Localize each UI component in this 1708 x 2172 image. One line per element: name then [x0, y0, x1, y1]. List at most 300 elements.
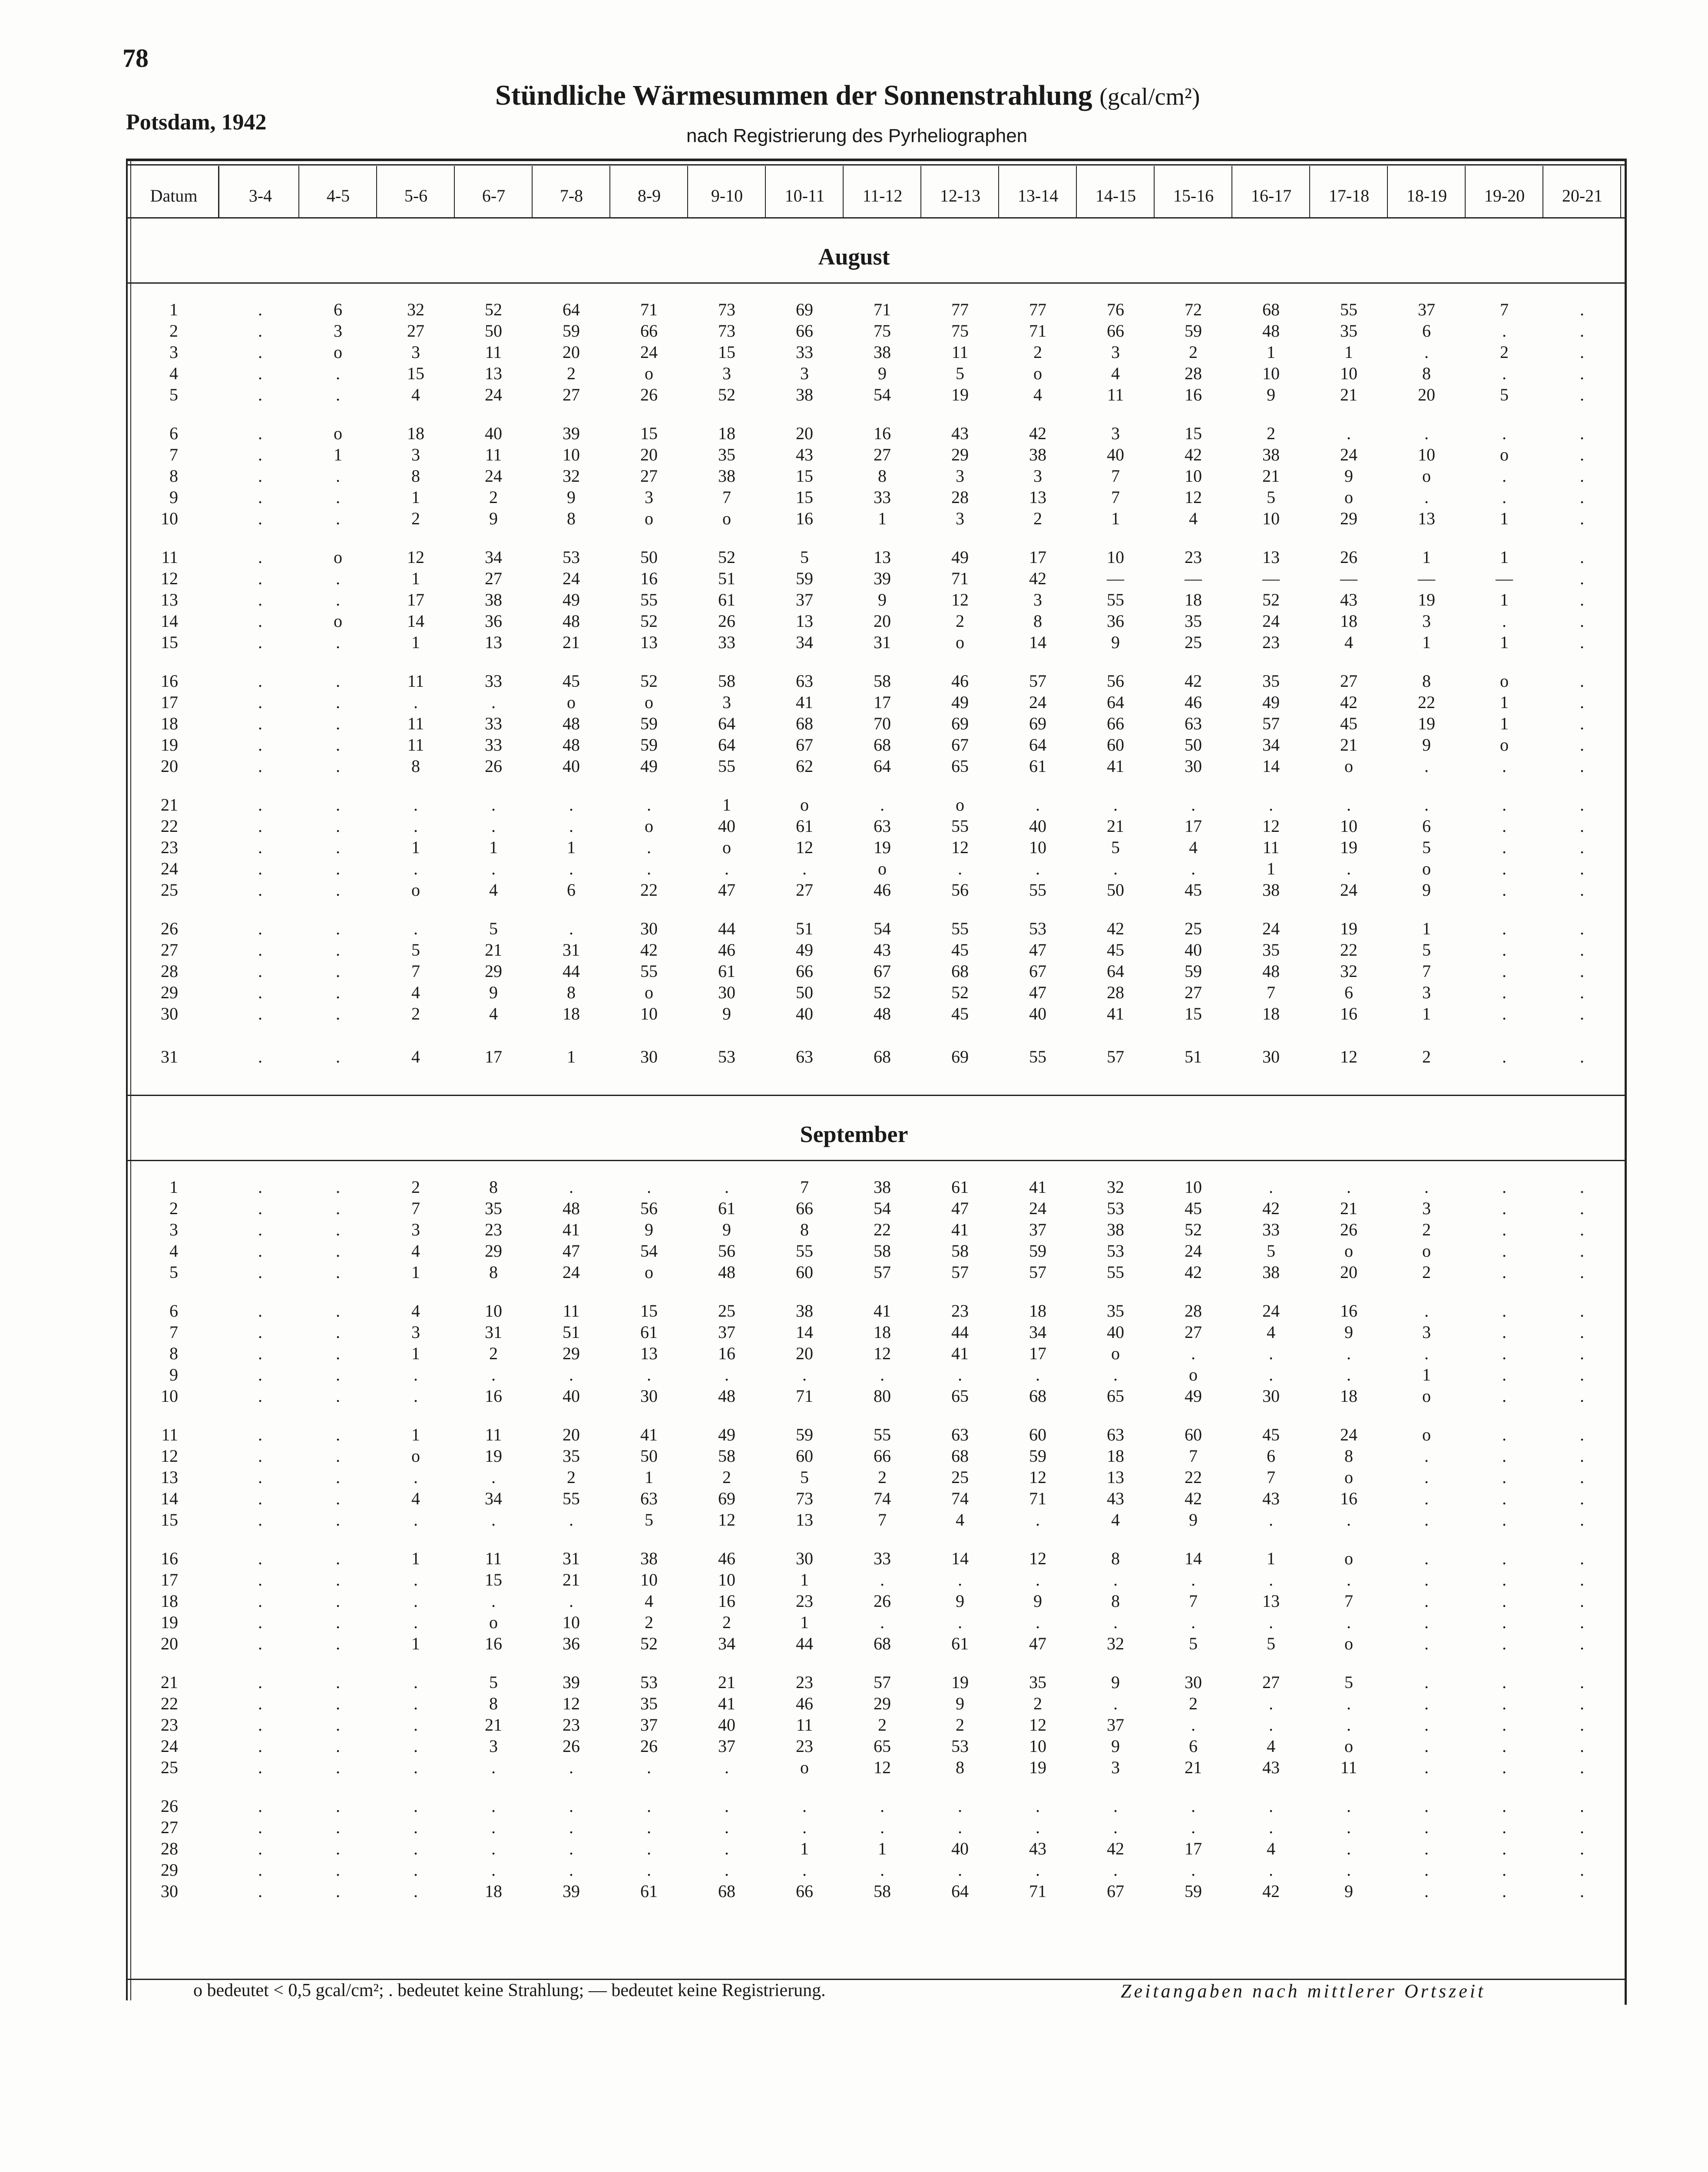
table-cell: .: [569, 1839, 573, 1858]
table-cell: 44: [563, 961, 580, 981]
table-cell: 4: [1267, 1839, 1275, 1858]
table-cell: .: [802, 1796, 807, 1816]
table-cell: .: [1502, 940, 1506, 960]
table-cell: 8: [489, 1177, 498, 1197]
table-cell: 29: [563, 1344, 580, 1363]
table-cell: 16: [718, 1591, 735, 1611]
table-cell: 9: [1111, 632, 1120, 652]
table-cell: 7: [722, 487, 731, 507]
table-cell: 63: [1185, 714, 1202, 733]
table-cell: 47: [563, 1241, 580, 1261]
day-number: 22: [161, 816, 178, 836]
table-cell: .: [1502, 838, 1506, 857]
table-cell: 9: [1344, 1881, 1353, 1901]
table-cell: 2: [1422, 1220, 1431, 1239]
table-cell: .: [1580, 1881, 1584, 1901]
table-cell: .: [1424, 1881, 1429, 1901]
table-cell: .: [1502, 1881, 1506, 1901]
table-cell: 57: [951, 1262, 969, 1282]
table-cell: 57: [1029, 671, 1046, 691]
table-cell: 20: [563, 342, 580, 362]
table-cell: .: [258, 1262, 262, 1282]
table-cell: .: [491, 1467, 496, 1487]
table-cell: .: [1502, 1672, 1506, 1692]
table-cell: 15: [718, 342, 735, 362]
table-cell: .: [725, 1860, 729, 1880]
table-cell: o: [334, 611, 342, 631]
table-cell: .: [336, 1301, 340, 1321]
table-cell: 3: [411, 445, 420, 464]
table-top-rule: [126, 159, 1625, 161]
table-cell: .: [336, 1386, 340, 1406]
table-cell: .: [880, 1612, 884, 1632]
table-cell: 56: [640, 1199, 658, 1218]
table-cell: 20: [874, 611, 891, 631]
table-cell: 50: [1107, 880, 1124, 900]
table-cell: 56: [718, 1241, 735, 1261]
table-cell: 13: [874, 547, 891, 567]
table-cell: 4: [1111, 1510, 1120, 1530]
table-cell: o: [334, 547, 342, 567]
table-cell: 58: [874, 1241, 891, 1261]
table-cell: .: [258, 1612, 262, 1632]
table-cell: .: [1347, 1570, 1351, 1589]
day-number: 10: [161, 509, 178, 528]
table-cell: .: [1036, 1612, 1040, 1632]
table-cell: 21: [1185, 1758, 1202, 1777]
table-cell: 27: [796, 880, 813, 900]
table-cell: 8: [878, 466, 887, 486]
table-cell: 15: [640, 424, 658, 443]
table-cell: .: [1502, 487, 1506, 507]
table-cell: 67: [1029, 961, 1046, 981]
table-cell: 9: [956, 1591, 964, 1611]
table-cell: .: [1502, 424, 1506, 443]
table-cell: 38: [1262, 445, 1280, 464]
table-cell: 66: [796, 1881, 813, 1901]
table-cell: .: [1502, 1220, 1506, 1239]
table-cell: 53: [640, 1672, 658, 1692]
table-cell: .: [258, 611, 262, 631]
table-cell: 50: [640, 547, 658, 567]
table-cell: 73: [718, 321, 735, 341]
table-cell: 6: [1189, 1736, 1198, 1756]
table-cell: 1: [1267, 859, 1275, 878]
header-hour: 8-9: [637, 185, 661, 205]
table-cell: 68: [718, 1881, 735, 1901]
table-cell: 7: [1111, 466, 1120, 486]
table-cell: 18: [563, 1004, 580, 1023]
table-cell: o: [411, 880, 420, 900]
table-cell: 2: [567, 1467, 576, 1487]
day-number: 10: [161, 1386, 178, 1406]
table-cell: .: [491, 1796, 496, 1816]
table-cell: .: [725, 1839, 729, 1858]
table-cell: 17: [485, 1047, 502, 1066]
table-cell: .: [1502, 1322, 1506, 1342]
table-cell: 19: [874, 838, 891, 857]
table-cell: 38: [874, 342, 891, 362]
table-cell: .: [1424, 1634, 1429, 1653]
table-cell: 35: [1262, 940, 1280, 960]
table-cell: .: [1269, 1570, 1273, 1589]
table-cell: 4: [1267, 1736, 1275, 1756]
day-number: 21: [161, 795, 178, 814]
august-heading-rule: [126, 282, 1625, 284]
table-cell: 13: [796, 611, 813, 631]
table-cell: .: [1580, 1322, 1584, 1342]
table-cell: .: [491, 859, 496, 878]
table-cell: 21: [563, 1570, 580, 1589]
table-cell: 5: [956, 364, 964, 383]
table-cell: 23: [796, 1672, 813, 1692]
table-cell: 3: [1111, 1758, 1120, 1777]
table-cell: 42: [640, 940, 658, 960]
table-cell: 27: [1340, 671, 1357, 691]
header-hour: 5-6: [404, 185, 428, 205]
table-cell: 40: [1107, 1322, 1124, 1342]
table-cell: .: [336, 1467, 340, 1487]
table-cell: .: [1036, 859, 1040, 878]
table-cell: 16: [485, 1634, 502, 1653]
table-cell: 64: [1107, 692, 1124, 712]
day-number: 30: [161, 1004, 178, 1023]
table-cell: 57: [1107, 1047, 1124, 1066]
table-cell: 11: [485, 1549, 502, 1568]
table-cell: 8: [411, 466, 420, 486]
table-cell: 38: [485, 590, 502, 609]
table-cell: .: [1502, 1634, 1506, 1653]
table-cell: 60: [796, 1446, 813, 1466]
table-cell: 43: [1262, 1758, 1280, 1777]
table-cell: 68: [874, 1047, 891, 1066]
table-cell: .: [491, 1758, 496, 1777]
table-cell: .: [1580, 445, 1584, 464]
table-cell: 69: [1029, 714, 1046, 733]
table-cell: 15: [1185, 424, 1202, 443]
table-cell: .: [1580, 671, 1584, 691]
table-cell: 1: [1267, 342, 1275, 362]
table-cell: 5: [1267, 1241, 1275, 1261]
table-cell: o: [956, 795, 964, 814]
table-cell: 52: [640, 671, 658, 691]
table-cell: 68: [951, 961, 969, 981]
table-cell: .: [1580, 300, 1584, 319]
table-cell: 72: [1185, 300, 1202, 319]
table-cell: 8: [1422, 671, 1431, 691]
table-cell: .: [491, 1839, 496, 1858]
day-number: 26: [161, 1796, 178, 1816]
table-cell: 3: [1033, 466, 1042, 486]
table-cell: 1: [411, 487, 420, 507]
table-cell: 1: [567, 838, 576, 857]
table-cell: 14: [796, 1322, 813, 1342]
day-number: 20: [161, 756, 178, 776]
table-cell: .: [725, 1758, 729, 1777]
table-cell: 11: [407, 735, 424, 755]
table-cell: 53: [1107, 1199, 1124, 1218]
table-cell: 69: [718, 1489, 735, 1508]
day-number: 19: [161, 1612, 178, 1632]
table-cell: .: [1502, 1301, 1506, 1321]
table-cell: 1: [411, 838, 420, 857]
table-cell: 22: [1185, 1467, 1202, 1487]
table-cell: 9: [878, 590, 887, 609]
table-cell: 49: [951, 547, 969, 567]
table-cell: 12: [407, 547, 424, 567]
table-cell: .: [1580, 466, 1584, 486]
table-cell: 1: [411, 632, 420, 652]
table-cell: .: [1502, 816, 1506, 836]
table-cell: 12: [1262, 816, 1280, 836]
table-cell: 15: [796, 487, 813, 507]
table-cell: 42: [1185, 445, 1202, 464]
table-cell: 18: [718, 424, 735, 443]
table-cell: 48: [1262, 321, 1280, 341]
table-cell: .: [1424, 1612, 1429, 1632]
table-cell: 68: [1029, 1386, 1046, 1406]
table-cell: .: [1347, 1818, 1351, 1837]
table-cell: 4: [1033, 385, 1042, 404]
table-cell: 59: [1029, 1241, 1046, 1261]
table-cell: 24: [1029, 1199, 1046, 1218]
table-cell: 59: [1185, 321, 1202, 341]
table-cell: .: [880, 1818, 884, 1837]
table-cell: 58: [874, 671, 891, 691]
table-cell: 41: [951, 1220, 969, 1239]
table-cell: o: [1344, 1241, 1353, 1261]
table-cell: .: [258, 838, 262, 857]
table-cell: .: [725, 1818, 729, 1837]
table-cell: 46: [1185, 692, 1202, 712]
table-cell: .: [336, 940, 340, 960]
table-cell: 50: [1185, 735, 1202, 755]
table-cell: 59: [640, 714, 658, 733]
table-cell: o: [645, 1262, 653, 1282]
table-cell: .: [414, 1758, 418, 1777]
table-cell: .: [1502, 364, 1506, 383]
day-number: 29: [161, 983, 178, 1002]
table-cell: 55: [951, 816, 969, 836]
table-cell: 69: [796, 300, 813, 319]
table-cell: 4: [489, 880, 498, 900]
table-cell: .: [1580, 795, 1584, 814]
table-cell: 13: [1418, 509, 1435, 528]
table-cell: .: [258, 1839, 262, 1858]
table-cell: .: [491, 795, 496, 814]
table-cell: 31: [874, 632, 891, 652]
table-cell: .: [1424, 756, 1429, 776]
table-cell: .: [1580, 1467, 1584, 1487]
table-cell: .: [336, 838, 340, 857]
day-number: 13: [161, 590, 178, 609]
table-cell: 40: [563, 1386, 580, 1406]
table-cell: 45: [951, 940, 969, 960]
table-cell: 11: [1340, 1758, 1357, 1777]
day-number: 26: [161, 919, 178, 938]
table-cell: 51: [563, 1322, 580, 1342]
table-cell: 27: [563, 385, 580, 404]
table-cell: 29: [874, 1694, 891, 1713]
table-cell: .: [258, 1758, 262, 1777]
table-cell: .: [1269, 1365, 1273, 1384]
table-cell: 35: [1340, 321, 1357, 341]
table-cell: 26: [640, 385, 658, 404]
table-cell: 62: [796, 756, 813, 776]
header-hour: 20-21: [1562, 185, 1603, 205]
table-cell: 28: [951, 487, 969, 507]
table-cell: .: [1036, 1796, 1040, 1816]
table-cell: .: [1347, 1839, 1351, 1858]
table-cell: 5: [800, 547, 809, 567]
table-cell: 35: [1029, 1672, 1046, 1692]
table-cell: 22: [1418, 692, 1435, 712]
table-cell: 4: [1189, 509, 1198, 528]
table-cell: 7: [800, 1177, 809, 1197]
table-cell: 5: [1111, 838, 1120, 857]
table-cell: 4: [489, 1004, 498, 1023]
table-cell: 13: [1262, 547, 1280, 567]
day-number: 18: [161, 714, 178, 733]
table-cell: .: [1580, 961, 1584, 981]
table-cell: o: [1422, 1241, 1431, 1261]
table-cell: 42: [1185, 1489, 1202, 1508]
table-cell: o: [722, 838, 731, 857]
table-cell: 55: [640, 590, 658, 609]
table-cell: 10: [640, 1570, 658, 1589]
table-cell: 44: [796, 1634, 813, 1653]
table-cell: 9: [722, 1220, 731, 1239]
table-cell: 30: [718, 983, 735, 1002]
table-cell: 1: [1500, 547, 1509, 567]
table-cell: .: [1502, 1510, 1506, 1530]
table-cell: .: [336, 1220, 340, 1239]
table-cell: .: [1580, 919, 1584, 938]
table-cell: 56: [1107, 671, 1124, 691]
table-cell: 13: [796, 1510, 813, 1530]
table-cell: .: [336, 692, 340, 712]
table-cell: .: [1580, 342, 1584, 362]
table-cell: .: [569, 816, 573, 836]
table-cell: .: [336, 880, 340, 900]
table-cell: 45: [1185, 880, 1202, 900]
table-cell: .: [1269, 795, 1273, 814]
day-number: 5: [169, 385, 178, 404]
table-cell: 8: [1344, 1446, 1353, 1466]
table-cell: .: [1580, 1177, 1584, 1197]
table-cell: 26: [718, 611, 735, 631]
table-cell: 41: [640, 1425, 658, 1444]
table-cell: 47: [951, 1199, 969, 1218]
table-cell: .: [1580, 880, 1584, 900]
table-cell: 3: [956, 466, 964, 486]
day-number: 20: [161, 1634, 178, 1653]
table-cell: 4: [411, 1301, 420, 1321]
table-cell: 2: [411, 509, 420, 528]
table-cell: 5: [1267, 1634, 1275, 1653]
table-cell: 60: [796, 1262, 813, 1282]
table-cell: 12: [874, 1758, 891, 1777]
table-cell: .: [336, 385, 340, 404]
table-cell: .: [336, 1262, 340, 1282]
table-cell: .: [1502, 1004, 1506, 1023]
table-cell: .: [336, 919, 340, 938]
table-cell: 2: [1033, 342, 1042, 362]
table-cell: 66: [1107, 714, 1124, 733]
table-cell: 1: [800, 1570, 809, 1589]
table-cell: .: [958, 1818, 962, 1837]
table-cell: 2: [411, 1004, 420, 1023]
table-cell: .: [336, 1489, 340, 1508]
header-hour: 12-13: [940, 185, 981, 205]
table-cell: 5: [1422, 940, 1431, 960]
table-cell: 40: [563, 756, 580, 776]
table-cell: 14: [407, 611, 424, 631]
table-cell: 71: [874, 300, 891, 319]
table-cell: .: [1269, 1694, 1273, 1713]
table-cell: .: [336, 569, 340, 588]
table-cell: 55: [1107, 1262, 1124, 1282]
table-cell: .: [1502, 1570, 1506, 1589]
table-cell: .: [569, 1591, 573, 1611]
table-cell: 32: [563, 466, 580, 486]
table-cell: .: [336, 735, 340, 755]
table-cell: 55: [1340, 300, 1357, 319]
table-cell: 43: [796, 445, 813, 464]
table-cell: .: [1424, 487, 1429, 507]
table-cell: .: [1191, 795, 1195, 814]
table-cell: .: [414, 1839, 418, 1858]
day-number: 13: [161, 1467, 178, 1487]
table-cell: 55: [718, 756, 735, 776]
table-cell: 16: [718, 1344, 735, 1363]
table-cell: 4: [1111, 364, 1120, 383]
table-cell: .: [414, 1736, 418, 1756]
table-cell: 40: [1185, 940, 1202, 960]
table-cell: 27: [1185, 983, 1202, 1002]
table-cell: 33: [874, 1549, 891, 1568]
table-cell: .: [414, 1796, 418, 1816]
table-cell: .: [1269, 1510, 1273, 1530]
table-cell: 3: [645, 487, 653, 507]
table-cell: 1: [411, 1634, 420, 1653]
table-cell: 8: [567, 983, 576, 1002]
table-cell: 24: [1262, 611, 1280, 631]
table-cell: .: [1580, 1634, 1584, 1653]
table-cell: .: [258, 1241, 262, 1261]
table-cell: 4: [411, 1489, 420, 1508]
table-cell: 12: [563, 1694, 580, 1713]
table-cell: 49: [563, 590, 580, 609]
table-cell: o: [1189, 1365, 1198, 1384]
table-cell: 2: [1033, 1694, 1042, 1713]
table-cell: 59: [1029, 1446, 1046, 1466]
table-cell: 66: [796, 1199, 813, 1218]
table-cell: 5: [800, 1467, 809, 1487]
table-cell: .: [958, 1612, 962, 1632]
table-cell: .: [258, 1510, 262, 1530]
table-cell: o: [1500, 671, 1509, 691]
table-cell: 17: [407, 590, 424, 609]
table-cell: o: [1422, 466, 1431, 486]
table-cell: .: [336, 1177, 340, 1197]
table-cell: 16: [640, 569, 658, 588]
table-cell: 38: [718, 466, 735, 486]
table-cell: .: [1347, 1796, 1351, 1816]
table-cell: 42: [1029, 569, 1046, 588]
table-cell: 38: [796, 1301, 813, 1321]
table-cell: .: [1502, 756, 1506, 776]
